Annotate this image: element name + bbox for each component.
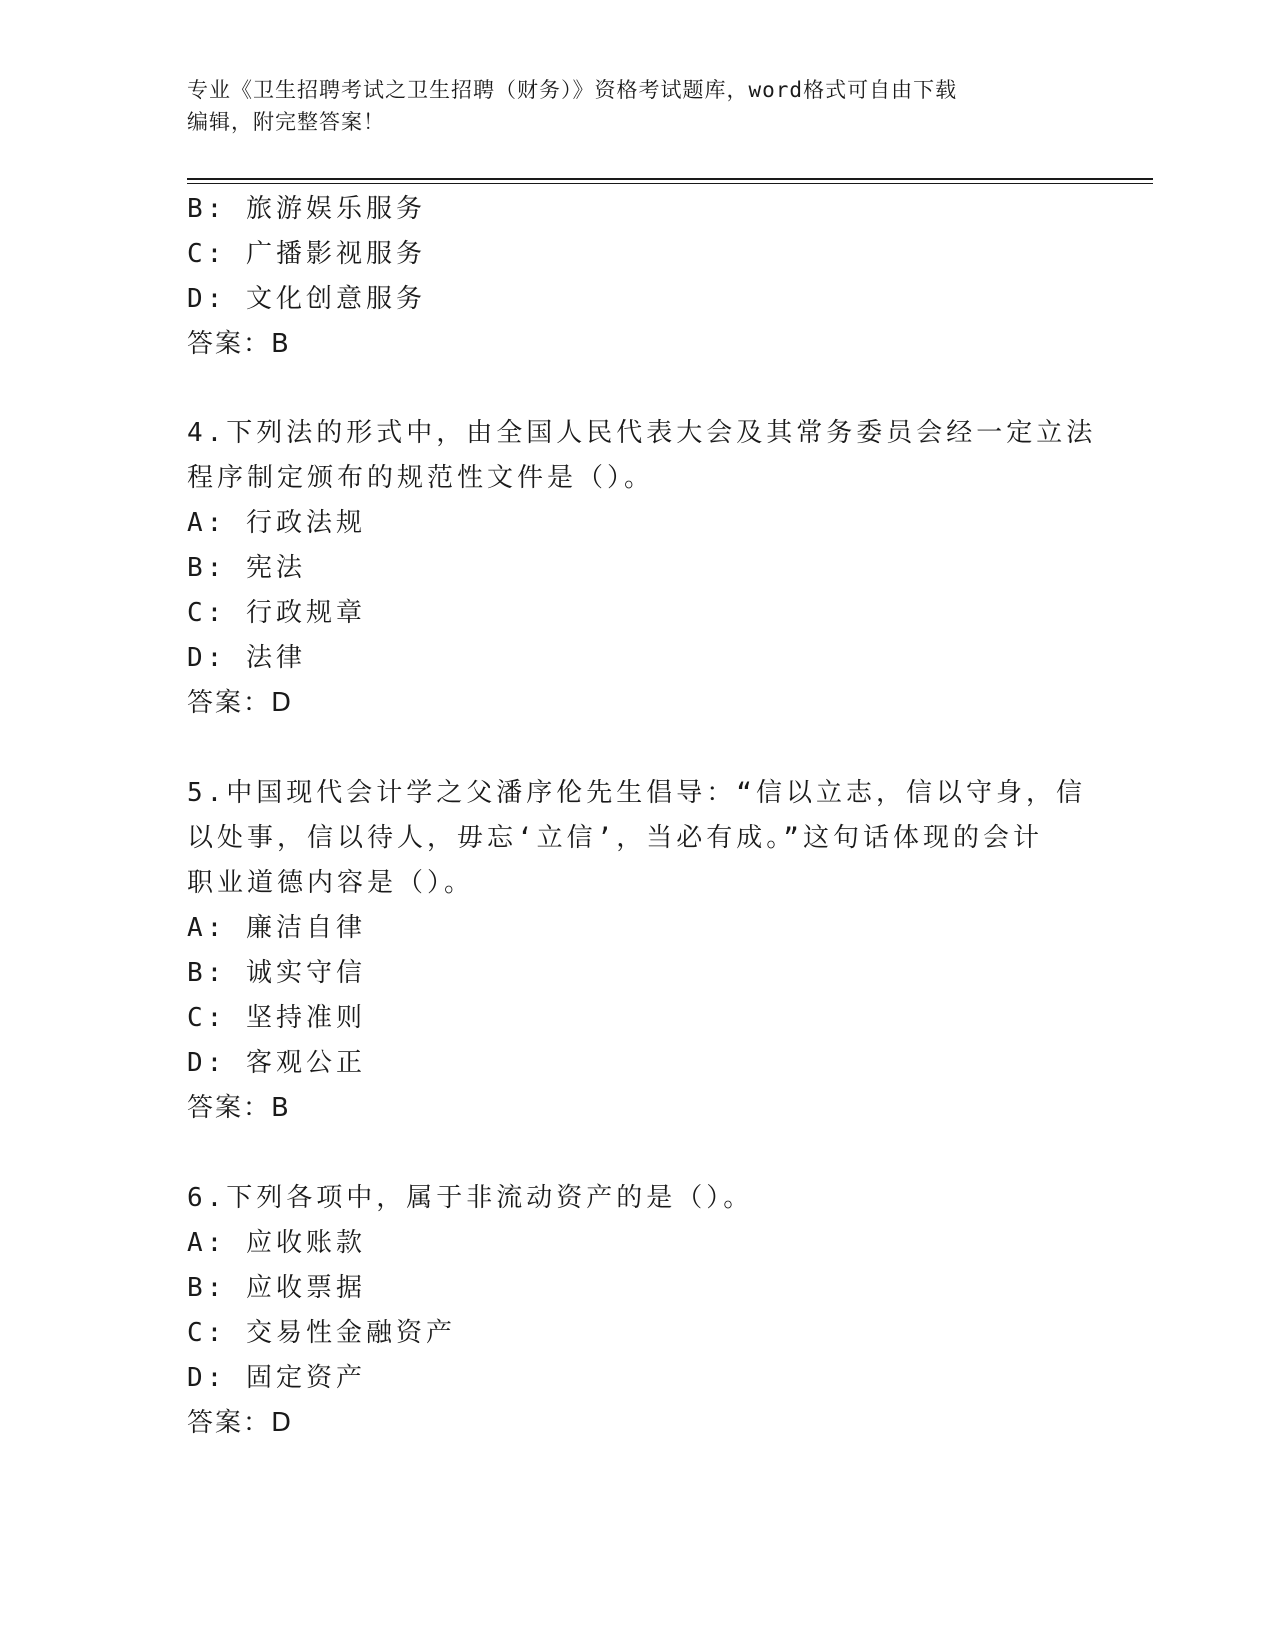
q5-answer: 答案：B	[187, 1093, 291, 1123]
q4-stem-line-2: 程序制定颁布的规范性文件是（）。	[187, 463, 655, 493]
q6-stem-line-1: 6.下列各项中，属于非流动资产的是（）。	[187, 1183, 754, 1213]
q4-option-c: C: 行政规章	[187, 598, 366, 628]
q5-stem-line-2: 以处事，信以待人，毋忘‘立信’，当必有成。”这句话体现的会计	[187, 823, 1043, 853]
q6-answer: 答案：D	[187, 1408, 294, 1438]
q5-stem-line-3: 职业道德内容是（）。	[187, 868, 475, 898]
header-divider-thick	[187, 178, 1153, 180]
q6-option-b: B: 应收票据	[187, 1273, 366, 1303]
q3-answer: 答案：B	[187, 329, 291, 359]
q6-option-c: C: 交易性金融资产	[187, 1318, 456, 1348]
q4-stem-line-1: 4.下列法的形式中，由全国人民代表大会及其常务委员会经一定立法	[187, 418, 1097, 448]
q5-option-a: A: 廉洁自律	[187, 913, 366, 943]
document-header	[187, 74, 1067, 138]
q3-option-c: C: 广播影视服务	[187, 239, 426, 269]
q4-option-d: D: 法律	[187, 643, 306, 673]
header-divider-thin	[187, 183, 1153, 184]
q5-option-c: C: 坚持准则	[187, 1003, 366, 1033]
q5-option-d: D: 客观公正	[187, 1048, 366, 1078]
q5-stem-line-1: 5.中国现代会计学之父潘序伦先生倡导：“信以立志，信以守身，信	[187, 778, 1086, 808]
q4-option-a: A: 行政法规	[187, 508, 366, 538]
q4-option-b: B: 宪法	[187, 553, 306, 583]
q3-option-b: B: 旅游娱乐服务	[187, 194, 426, 224]
header-line-1: 专业《卫生招聘考试之卫生招聘（财务）》资格考试题库，word格式可自由下载	[187, 78, 958, 102]
q6-option-a: A: 应收账款	[187, 1228, 366, 1258]
q5-option-b: B: 诚实守信	[187, 958, 366, 988]
q6-option-d: D: 固定资产	[187, 1363, 366, 1393]
q4-answer: 答案：D	[187, 688, 294, 718]
header-line-2: 编辑，附完整答案！	[187, 110, 385, 134]
q3-option-d: D: 文化创意服务	[187, 284, 426, 314]
